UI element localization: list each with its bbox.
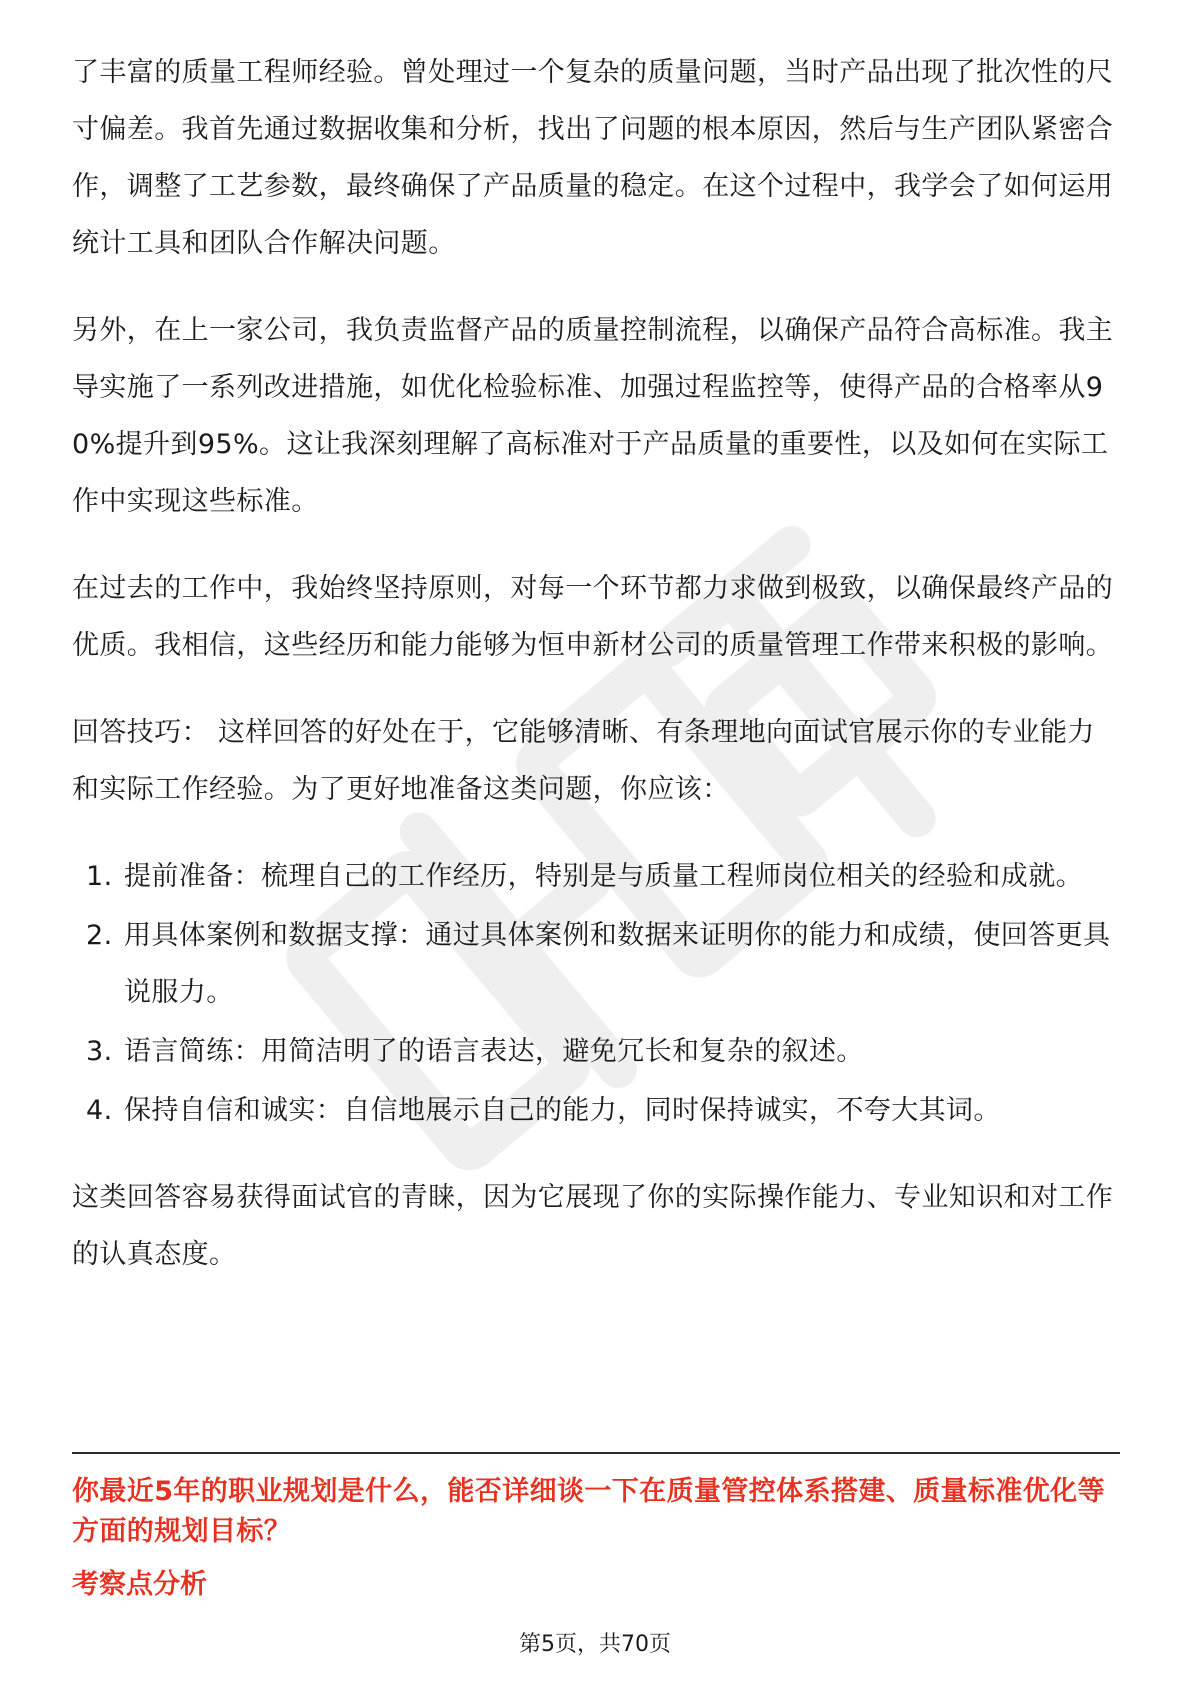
paragraph-experience: 了丰富的质量工程师经验。曾处理过一个复杂的质量问题，当时产品出现了批次性的尺寸偏差。我首先通过数据收集和分析，找出了问题的根本原因，然后与生产团队紧密合作，调整了工艺参数，最终确保了产品质量的稳定。在这个过程中，我学会了如何运用统计工具和团队合作解决问题。 <box>72 57 1114 259</box>
list-item <box>72 1023 1120 1080</box>
list-item-number: 4. <box>86 1095 113 1126</box>
list-item-number: 3. <box>86 1036 113 1067</box>
paragraph-answer-tips: 回答技巧： 这样回答的好处在于，它能够清晰、有条理地向面试官展示你的专业能力和实际工作经验。为了更好地准备这类问题，你应该： <box>72 717 1095 805</box>
list-item-text: 保持自信和诚实：自信地展示自己的能力，同时保持诚实，不夸大其词。 <box>124 1095 1001 1126</box>
list-item-text: 提前准备：梳理自己的工作经历，特别是与质量工程师岗位相关的经验和成就。 <box>124 861 1083 892</box>
list-item-text: 语言简练：用简洁明了的语言表达，避免冗长和复杂的叙述。 <box>124 1036 864 1067</box>
main-content <box>72 44 1120 1313</box>
next-question-heading: 你最近5年的职业规划是什么，能否详细谈一下在质量管控体系搭建、质量标准优化等方面的规划目标？ <box>72 1476 1105 1547</box>
tips-list <box>72 848 1120 1139</box>
list-item <box>72 907 1120 1021</box>
paragraph-closing: 这类回答容易获得面试官的青睐，因为它展现了你的实际操作能力、专业知识和对工作的认真态度。 <box>72 1182 1114 1270</box>
paragraph-principles: 在过去的工作中，我始终坚持原则，对每一个环节都力求做到极致，以确保最终产品的优质。我相信，这些经历和能力能够为恒申新材公司的质量管理工作带来积极的影响。 <box>72 573 1114 661</box>
section-divider <box>72 1452 1120 1454</box>
analysis-heading: 考察点分析 <box>72 1569 207 1600</box>
list-item <box>72 1082 1120 1139</box>
page-footer: 第5页，共70页 <box>519 1632 671 1657</box>
paragraph-quality-control: 另外，在上一家公司，我负责监督产品的质量控制流程，以确保产品符合高标准。我主导实施了一系列改进措施，如优化检验标准、加强过程监控等，使得产品的合格率从90%提升到95%。这让我深刻理解了高标准对于产品质量的重要性，以及如何在实际工作中实现这些标准。 <box>72 315 1114 517</box>
list-item-number: 1. <box>86 861 113 892</box>
list-item <box>72 848 1120 905</box>
list-item-number: 2. <box>86 920 113 951</box>
list-item-text: 用具体案例和数据支撑：通过具体案例和数据来证明你的能力和成绩，使回答更具说服力。 <box>124 920 1111 1008</box>
